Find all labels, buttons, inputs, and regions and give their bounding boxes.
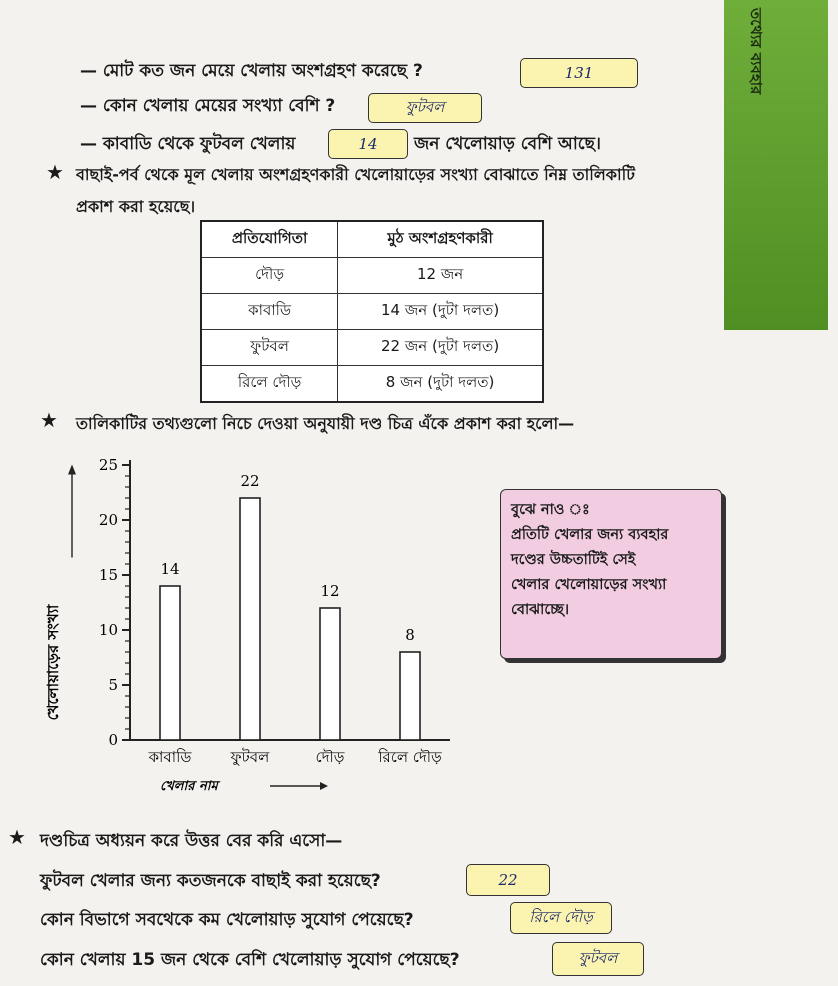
bar-1: [160, 586, 180, 740]
table-header-participants: মুঠ অংশগ্রহণকারী: [338, 221, 543, 258]
table-row: [201, 366, 543, 403]
x-tick-label: দৌড়: [315, 748, 345, 766]
bar-2: [240, 498, 260, 740]
note-line: প্রতিটি খেলার জন্য ব্যবহার: [511, 527, 669, 543]
y-tick-label: 10: [98, 621, 118, 639]
bar-chart: [30, 440, 470, 810]
x-tick-label: ফুটবল: [230, 748, 270, 766]
note-box: [500, 489, 722, 659]
chart-intro: তালিকাটির তথ্যগুলো নিচে দেওয়া অনুযায়ী দণ্ড চিত্র এঁকে প্রকাশ করা হলো—: [76, 414, 575, 433]
answer-box-total-girls[interactable]: 131: [520, 58, 638, 88]
note-line: খেলার খেলোয়াড়ের সংখ্যা: [511, 577, 667, 593]
table-cell: 8 জন (দুটা দলত): [338, 366, 543, 403]
answer-box-football-count[interactable]: 22: [466, 864, 550, 896]
note-title: বুঝে নাও ঃ: [511, 502, 590, 518]
table-row: [201, 330, 543, 366]
question-fewest-players: কোন বিভাগে সবথেকে কম খেলোয়াড় সুযোগ পেয়েছে?: [40, 910, 414, 930]
intro-line-1: বাছাই-পর্ব থেকে মূল খেলায় অংশগ্রহণকারী খেলোয়াড়ের সংখ্যা বোঝাতে নিম্ন তালিকাটি: [76, 165, 635, 184]
table-cell: রিলে দৌড়: [201, 366, 338, 403]
answer-box-over-fifteen[interactable]: ফুটবল: [552, 942, 644, 976]
note-line: বোঝাচ্ছে।: [511, 602, 570, 618]
y-tick-label: 20: [98, 511, 118, 529]
question-over-fifteen: কোন খেলায় 15 জন থেকে বেশি খেলোয়াড় সুযোগ পেয়েছে?: [40, 950, 460, 970]
y-tick-label: 25: [98, 456, 118, 474]
bar-value-label: 12: [320, 582, 340, 600]
answer-box-most-girls[interactable]: ফুটবল: [368, 93, 482, 123]
chapter-side-tab: [724, 0, 828, 330]
question-difference-suffix: জন খেলোয়াড় বেশি আছে।: [414, 134, 602, 154]
y-tick-label: 5: [108, 676, 118, 694]
question-difference-text: — কাবাডি থেকে ফুটবল খেলায়: [80, 134, 296, 154]
y-tick-label: 15: [98, 566, 118, 584]
answer-box-difference[interactable]: 14: [328, 129, 408, 159]
table-cell: কাবাডি: [201, 294, 338, 330]
x-tick-label: কাবাডি: [148, 748, 192, 766]
bar-3: [320, 608, 340, 740]
table-cell: 12 জন: [338, 258, 543, 294]
table-cell: 22 জন (দুটা দলত): [338, 330, 543, 366]
y-tick-label: 0: [108, 731, 118, 749]
participants-table: [200, 220, 544, 403]
bar-4: [400, 652, 420, 740]
chapter-side-tab-label: তথ্যের ব্যবহার: [747, 8, 765, 95]
x-tick-label: রিলে দৌড়: [378, 748, 442, 766]
question-total-girls: — মোট কত জন মেয়ে খেলায় অংশগ্রহণ করেছে ?: [80, 61, 423, 81]
y-axis-arrow-head: [68, 465, 76, 475]
table-header-row: [201, 221, 543, 258]
question-football-count: ফুটবল খেলার জন্য কতজনকে বাছাই করা হয়েছে?: [40, 871, 381, 891]
x-axis-label: খেলার নাম: [160, 779, 218, 794]
bar-value-label: 22: [240, 472, 260, 490]
star-bullet: ★: [40, 408, 58, 432]
table-cell: 14 জন (দুটা দলত): [338, 294, 543, 330]
answer-box-fewest-players[interactable]: রিলে দৌড়: [510, 902, 612, 934]
star-bullet: ★: [8, 825, 26, 849]
bar-value-label: 8: [405, 626, 415, 644]
table-row: [201, 294, 543, 330]
table-header-competition: প্রতিযোগিতা: [201, 221, 338, 258]
bottom-heading: দণ্ডচিত্র অধ্যয়ন করে উত্তর বের করি এসো—: [40, 831, 343, 851]
note-line: দণ্ডের উচ্চতাটিই সেই: [511, 552, 636, 568]
x-axis-arrow-head: [320, 782, 328, 790]
table-cell: ফুটবল: [201, 330, 338, 366]
star-bullet: ★: [46, 160, 64, 184]
question-most-girls: — কোন খেলায় মেয়ের সংখ্যা বেশি ?: [80, 96, 336, 116]
intro-line-2: প্রকাশ করা হয়েছে।: [76, 197, 196, 216]
bar-value-label: 14: [160, 560, 180, 578]
table-cell: দৌড়: [201, 258, 338, 294]
y-axis-label: খেলোয়াড়ের সংখ্যা: [44, 604, 62, 721]
table-row: [201, 258, 543, 294]
